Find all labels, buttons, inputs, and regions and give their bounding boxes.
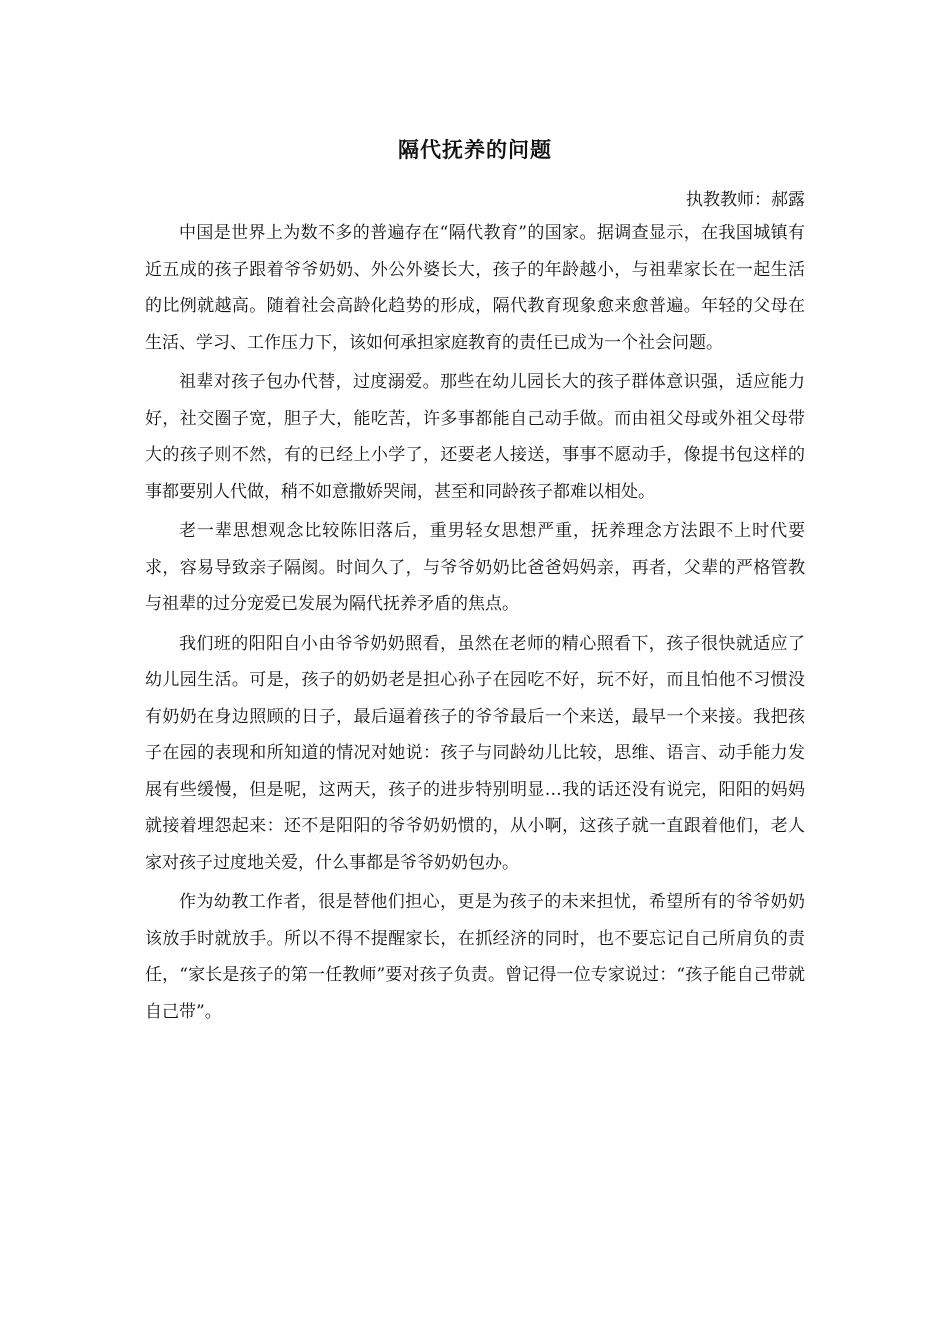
paragraph-2: 祖辈对孩子包办代替，过度溺爱。那些在幼儿园长大的孩子群体意识强，适应能力好，社交圈子宽，胆子大，能吃苦，许多事都能自己动手做。而由祖父母或外祖父母带大的孩子则不然，有的已经上小学了，还要老人接送，事事不愿动手，像提书包这样的事都要别人代做，稍不如意撒娇哭闹，甚至和同龄孩子都难以相处。 <box>145 372 805 502</box>
document-body <box>145 132 805 1030</box>
document-title: 隔代抚养的问题 <box>398 137 552 162</box>
paragraph-5: 作为幼教工作者，很是替他们担心，更是为孩子的未来担忧，希望所有的爷爷奶奶该放手时就放手。所以不得不提醒家长，在抓经济的同时，也不要忘记自己所肩负的责任，“家长是孩子的第一任教师”要对孩子负责。曾记得一位专家说过：“孩子能自己带就自己带”。 <box>145 892 805 1022</box>
paragraph-3: 老一辈思想观念比较陈旧落后，重男轻女思想严重，抚养理念方法跟不上时代要求，容易导致亲子隔阂。时间久了，与爷爷奶奶比爸爸妈妈亲，再者，父辈的严格管教与祖辈的过分宠爱已发展为隔代抚养矛盾的焦点。 <box>145 521 805 614</box>
paragraph-4: 我们班的阳阳自小由爷爷奶奶照看，虽然在老师的精心照看下，孩子很快就适应了幼儿园生活。可是，孩子的奶奶老是担心孙子在园吃不好，玩不好，而且怕他不习惯没有奶奶在身边照顾的日子，最后逼着孩子的爷爷最后一个来送，最早一个来接。我把孩子在园的表现和所知道的情况对她说：孩子与同龄幼儿比较，思维、语言、动手能力发展有些缓慢，但是呢，这两天，孩子的进步特别明显…我的话还没有说完，阳阳的妈妈就接着埋怨起来：还不是阳阳的爷爷奶奶惯的，从小啊，这孩子就一直跟着他们，老人家对孩子过度地关爱，什么事都是爷爷奶奶包办。 <box>145 633 805 873</box>
paragraph-1: 中国是世界上为数不多的普遍存在“隔代教育”的国家。据调查显示，在我国城镇有近五成的孩子跟着爷爷奶奶、外公外婆长大，孩子的年龄越小，与祖辈家长在一起生活的比例就越高。随着社会高龄化趋势的形成，隔代教育现象愈来愈普遍。年轻的父母在生活、学习、工作压力下，该如何承担家庭教育的责任已成为一个社会问题。 <box>145 223 805 353</box>
author-line: 执教教师：郝露 <box>686 190 805 210</box>
